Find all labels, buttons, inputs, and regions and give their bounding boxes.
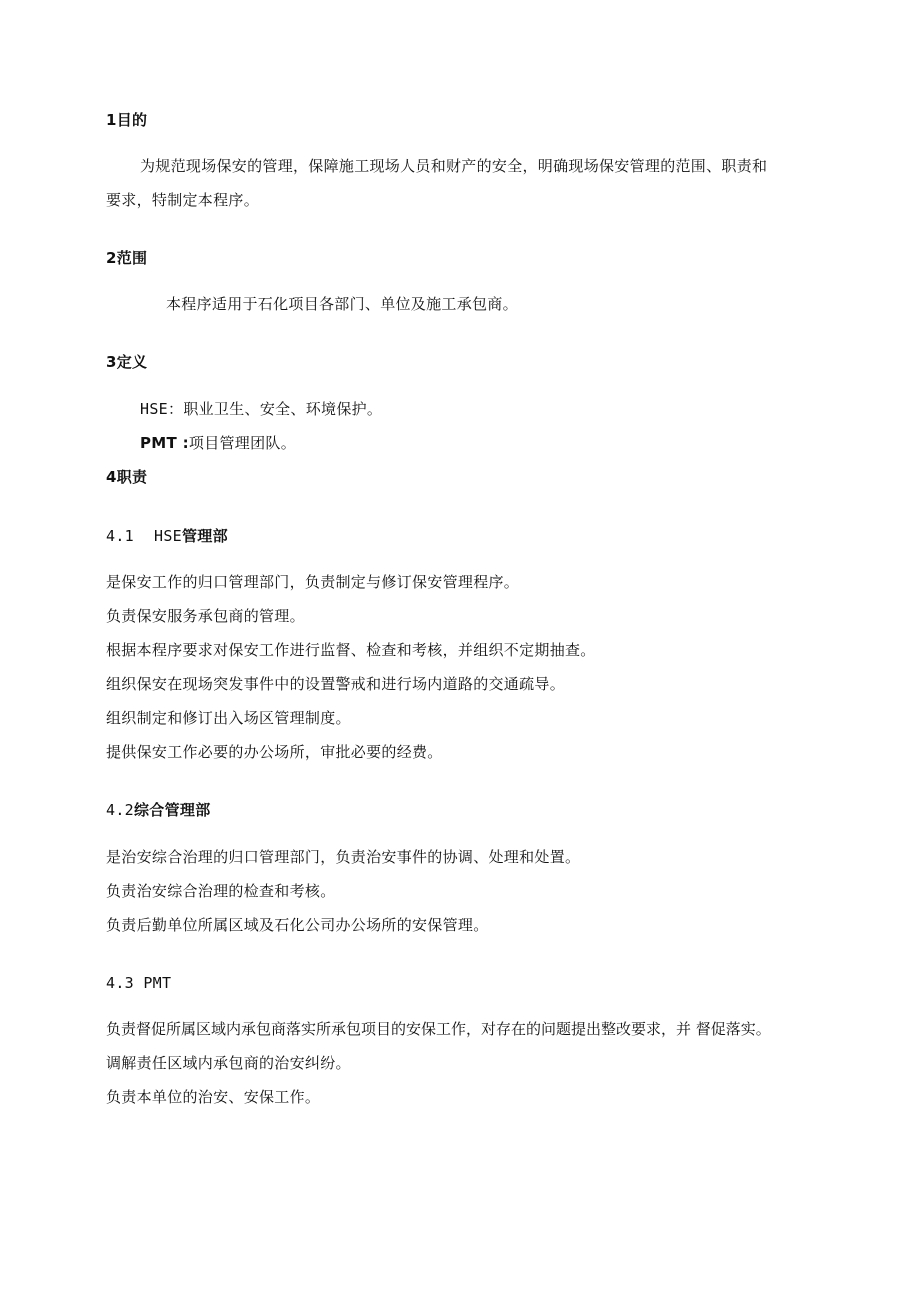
section-1-heading: 1目的 [106, 111, 148, 129]
subsection-4-2-heading [106, 800, 211, 820]
list-item: 组织保安在现场突发事件中的设置警戒和进行场内道路的交通疏导。 [106, 675, 566, 693]
definition-term: PMT [140, 434, 178, 452]
list-item: 负责督促所属区域内承包商落实所承包项目的安保工作，对存在的问题提出整改要求，并 督促落实。 [106, 1020, 771, 1038]
definition-description: 项目管理团队。 [188, 434, 296, 452]
definition-hse [140, 399, 382, 419]
list-item: 提供保安工作必要的办公场所，审批必要的经费。 [106, 743, 443, 761]
list-item: 负责后勤单位所属区域及石化公司办公场所的安保管理。 [106, 916, 489, 934]
list-item: 根据本程序要求对保安工作进行监督、检查和考核，并组织不定期抽查。 [106, 641, 596, 659]
list-item: 负责本单位的治安、安保工作。 [106, 1088, 321, 1106]
subsection-title: 综合管理部 [134, 801, 211, 819]
list-item: 是治安综合治理的归口管理部门，负责治安事件的协调、处理和处置。 [106, 848, 581, 866]
subsection-title: 管理部 [182, 527, 228, 545]
subsection-4-3-heading: 4.3 PMT [106, 974, 172, 992]
section-3-heading: 3定义 [106, 353, 148, 371]
definition-pmt [140, 433, 296, 453]
definition-separator: : [177, 434, 189, 452]
section-1-paragraph-line-1: 为规范现场保安的管理，保障施工现场人员和财产的安全，明确现场保安管理的范围、职责和 [140, 157, 768, 175]
definition-description: 职业卫生、安全、环境保护。 [183, 400, 383, 418]
subsection-number: 4.2 [106, 801, 134, 819]
list-item: 负责治安综合治理的检查和考核。 [106, 882, 336, 900]
list-item: 负责保安服务承包商的管理。 [106, 607, 305, 625]
section-4-heading: 4职责 [106, 468, 148, 486]
list-item: 是保安工作的归口管理部门，负责制定与修订保安管理程序。 [106, 573, 520, 591]
subsection-4-1-heading [106, 526, 228, 546]
section-1-paragraph-line-2: 要求，特制定本程序。 [106, 191, 260, 209]
subsection-number: 4.1 [106, 527, 134, 545]
list-item: 组织制定和修订出入场区管理制度。 [106, 709, 351, 727]
subsection-title-latin: HSE [154, 527, 182, 545]
definition-term: HSE [140, 400, 168, 418]
list-item: 调解责任区域内承包商的治安纠纷。 [106, 1054, 351, 1072]
section-2-heading: 2范围 [106, 249, 148, 267]
section-2-paragraph: 本程序适用于石化项目各部门、单位及施工承包商。 [166, 295, 518, 313]
definition-separator: ： [168, 400, 184, 418]
